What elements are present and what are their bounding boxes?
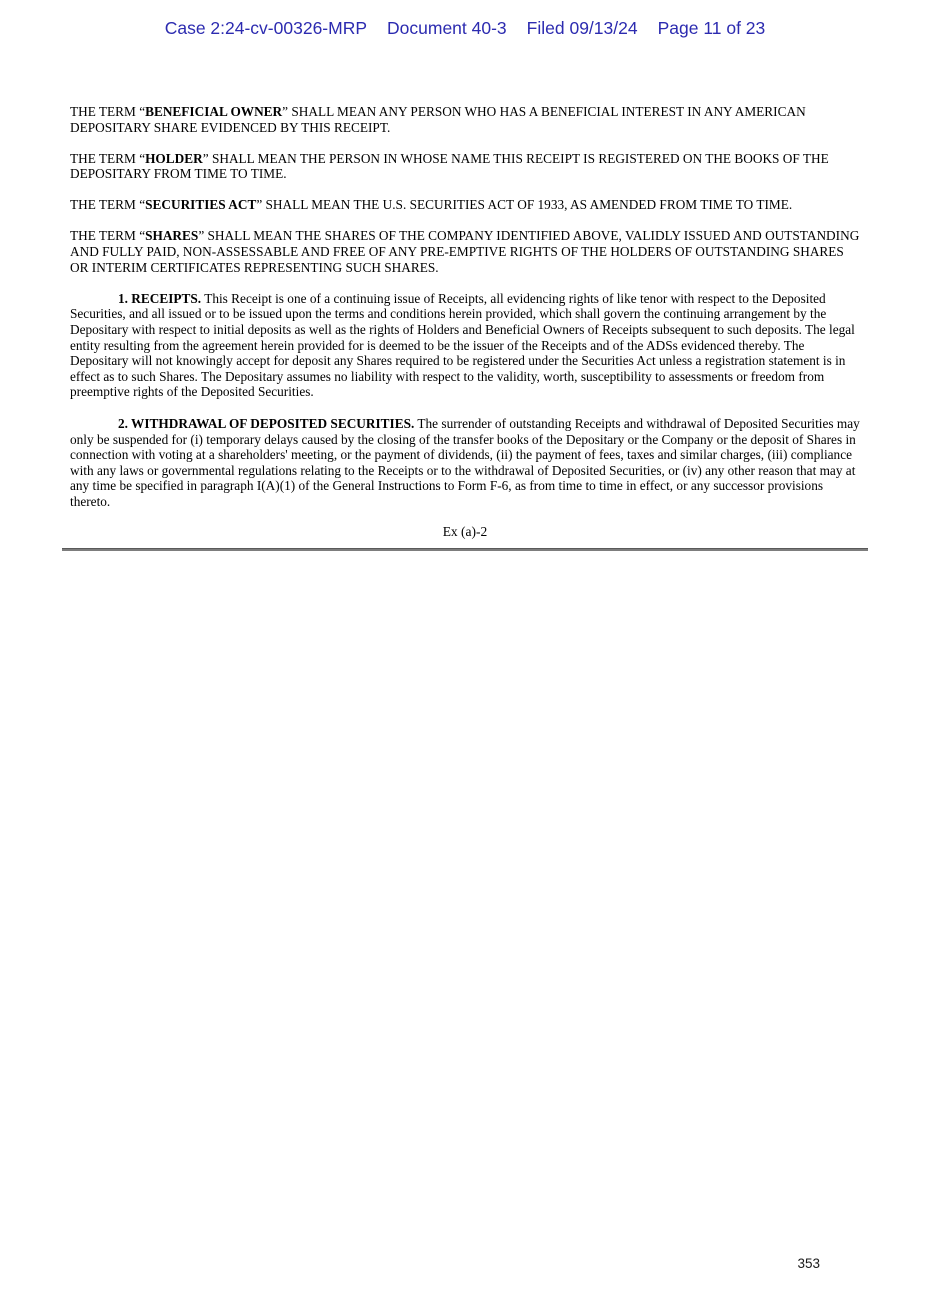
definition-post: ” SHALL MEAN THE PERSON IN WHOSE NAME THIS RECEIPT IS REGISTERED ON THE BOOKS OF THE DEPOSITARY FROM TIME TO TIME. <box>70 150 829 182</box>
defined-term: SECURITIES ACT <box>145 197 257 213</box>
exhibit-label: Ex (a)-2 <box>442 524 488 539</box>
definition-post: ” SHALL MEAN THE U.S. SECURITIES ACT OF 1933, AS AMENDED FROM TIME TO TIME. <box>256 197 793 213</box>
definition-post: ” SHALL MEAN THE SHARES OF THE COMPANY IDENTIFIED ABOVE, VALIDLY ISSUED AND OUTSTANDING AND FULLY PAID, NON-ASSESSABLE AND FREE OF ANY PRE-EMPTIVE RIGHTS OF THE HOLDERS OF OUTSTANDING SHARES OR INTERIM CERTIFICATES REPRESENTING SUCH SHARES. <box>70 228 860 275</box>
page-number: 353 <box>797 1256 820 1271</box>
section-body: The surrender of outstanding Receipts and withdrawal of Deposited Securities may only be suspended for (i) temporary delays caused by the closing of the transfer books of the Depositary or the Company or the deposit of Shares in connection with voting at a shareholders' meeting, or the payment of dividends, (ii) the payment of fees, taxes and similar charges, (iii) compliance with any laws or governmental regulations relating to the Receipts or to the withdrawal of Deposited Securities, or (iv) any other reason that may at any time be specified in paragraph I(A)(1) of the General Instructions to Form F-6, as from time to time in effect, or any successor provisions thereto. <box>70 415 860 509</box>
definition-pre: THE TERM “ <box>70 150 146 166</box>
document-body <box>70 104 860 525</box>
defined-term: BENEFICIAL OWNER <box>145 104 283 119</box>
page-indicator: Page 11 of 23 <box>657 18 766 38</box>
footer-rule <box>62 548 868 551</box>
section-heading: 2. WITHDRAWAL OF DEPOSITED SECURITIES. <box>118 415 415 431</box>
section-paragraph <box>70 416 860 510</box>
definition-paragraph <box>70 151 860 182</box>
section-body: This Receipt is one of a continuing issue of Receipts, all evidencing rights of like tenor with respect to the Deposited Securities, and all issued or to be issued upon the terms and conditions herein provided, which shall govern the continuing arrangement by the Depositary with respect to initial deposits as well as the rights of Holders and Beneficial Owners of Receipts subsequent to such deposits. The legal entity resulting from the agreement herein provided for is deemed to be the issuer of the Receipts and of the ADSs evidenced thereby. The Depositary will not knowingly accept for deposit any Shares required to be registered under the Securities Act unless a registration statement is in effect as to such Shares. The Depositary assumes no liability with respect to the validity, worth, susceptibility to assessments or freedom from preemptive rights of the Deposited Securities. <box>70 290 855 400</box>
definition-pre: THE TERM “ <box>70 228 146 244</box>
definition-paragraph <box>70 228 860 275</box>
definition-paragraph <box>70 197 860 213</box>
defined-term: HOLDER <box>145 150 203 166</box>
document-number: Document 40-3 <box>387 18 507 38</box>
case-number: Case 2:24-cv-00326-MRP <box>164 18 368 38</box>
filed-date: Filed 09/13/24 <box>526 18 638 38</box>
definition-paragraph <box>70 104 860 135</box>
section-paragraph <box>70 291 860 400</box>
defined-term: SHARES <box>145 228 199 244</box>
case-stamp <box>0 18 930 39</box>
definition-pre: THE TERM “ <box>70 197 146 213</box>
section-heading: 1. RECEIPTS. <box>118 290 202 306</box>
definition-post: ” SHALL MEAN ANY PERSON WHO HAS A BENEFICIAL INTEREST IN ANY AMERICAN DEPOSITARY SHARE EVIDENCED BY THIS RECEIPT. <box>70 104 806 135</box>
definition-pre: THE TERM “ <box>70 104 146 119</box>
